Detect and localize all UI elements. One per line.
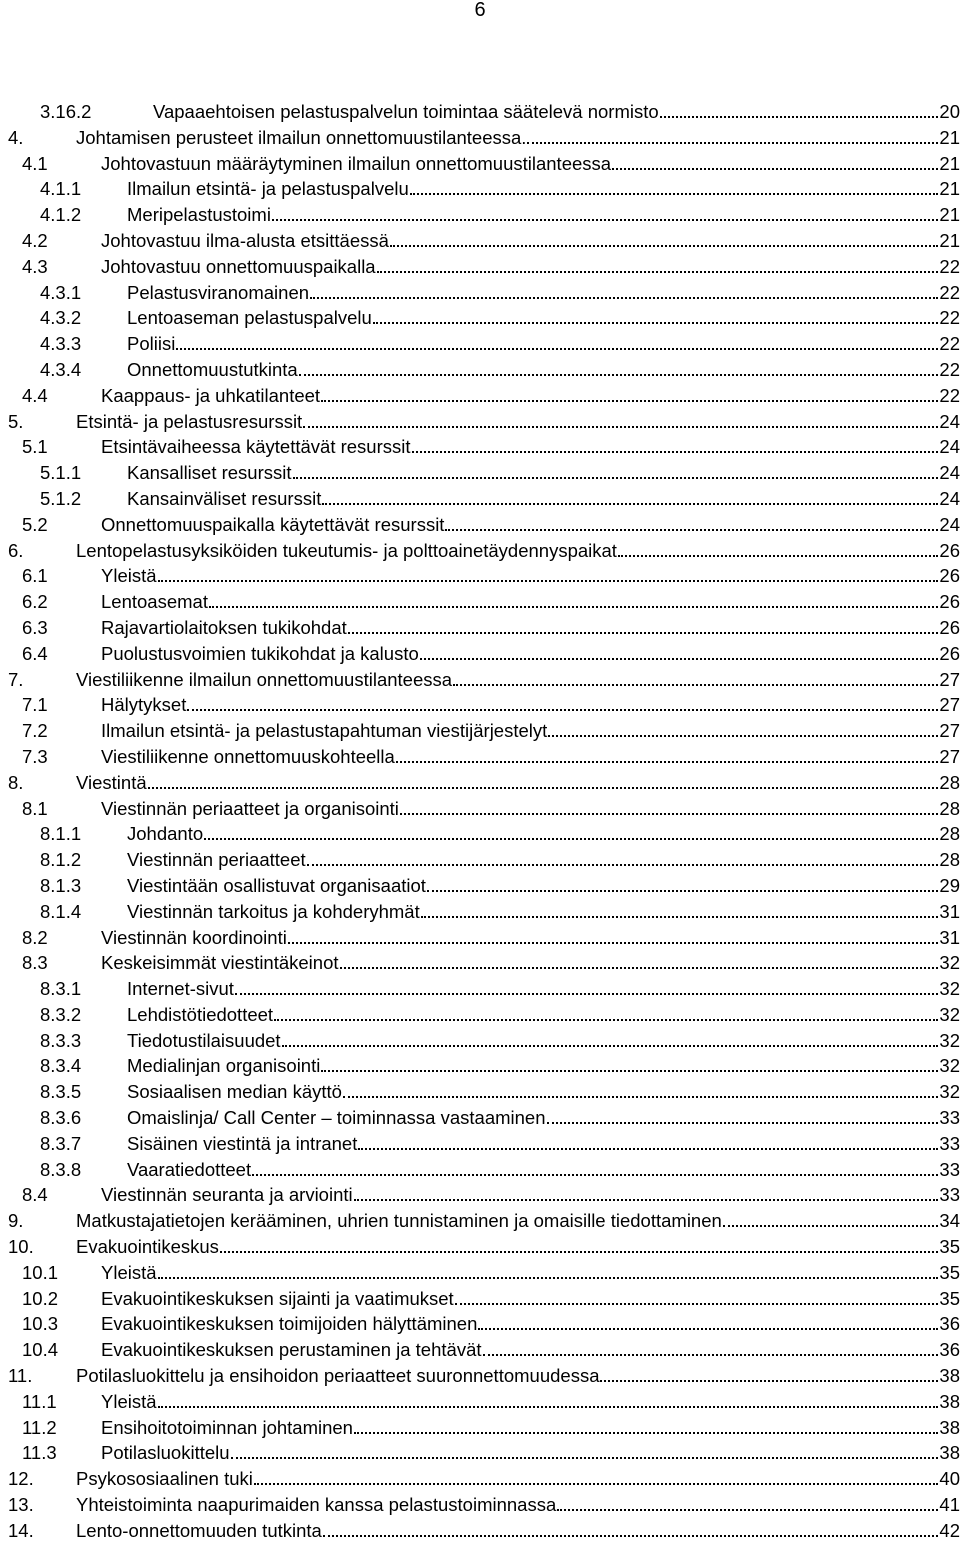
- toc-entry[interactable]: [0, 718, 960, 744]
- toc-entry[interactable]: [0, 1157, 960, 1183]
- toc-entry[interactable]: [0, 434, 960, 460]
- toc-entry-page: 31: [939, 900, 960, 922]
- toc-entry-page: 27: [939, 720, 960, 742]
- toc-entry-page: 28: [939, 771, 960, 793]
- toc-entry-title: Keskeisimmät viestintäkeinot: [101, 952, 339, 974]
- toc-entry[interactable]: [0, 744, 960, 770]
- toc-entry-page: 35: [939, 1287, 960, 1309]
- toc-entry-title: Rajavartiolaitoksen tukikohdat: [101, 616, 347, 638]
- toc-entry-title: Evakuointikeskuksen perustaminen ja tehtävät: [101, 1339, 482, 1361]
- toc-dot-leader: [354, 1182, 939, 1201]
- toc-dot-leader: [445, 512, 938, 531]
- toc-entry-title: Johtovastuu ilma-alusta etsittäessä: [101, 229, 389, 251]
- toc-entry-title: Yleistä: [101, 1390, 157, 1412]
- toc-dot-leader: [148, 770, 939, 789]
- toc-entry[interactable]: [0, 99, 960, 125]
- toc-entry-title: Omaislinja/ Call Center – toiminnassa vastaaminen: [127, 1107, 546, 1129]
- toc-entry[interactable]: [0, 589, 960, 615]
- toc-entry-number: 6.3: [22, 616, 48, 638]
- toc-entry-title: Ilmailun etsintä- ja pelastustapahtuman viestijärjestelyt: [101, 720, 548, 742]
- toc-dot-leader: [600, 1363, 938, 1382]
- toc-entry-number: 8.1.3: [40, 874, 82, 896]
- toc-entry[interactable]: [0, 1131, 960, 1157]
- toc-entry-page: 24: [939, 462, 960, 484]
- toc-entry-page: 33: [939, 1184, 960, 1206]
- toc-entry-title: Johtamisen perusteet ilmailun onnettomuustilanteessa.: [76, 126, 527, 148]
- toc-dot-leader: [321, 1053, 938, 1072]
- toc-entry-title: Kansainväliset resurssit: [127, 487, 322, 509]
- toc-entry-title: Viestinnän koordinointi: [101, 926, 287, 948]
- toc-entry-title: Kaappaus- ja uhkatilanteet: [101, 384, 321, 406]
- toc-entry-number: 4.3.4: [40, 358, 82, 380]
- toc-entry-title: Viestintä: [76, 771, 147, 793]
- toc-dot-leader: [288, 925, 939, 944]
- toc-entry[interactable]: [0, 280, 960, 306]
- toc-entry[interactable]: [0, 641, 960, 667]
- toc-dot-leader: [158, 1260, 939, 1279]
- toc-entry-page: 32: [939, 978, 960, 1000]
- toc-entry[interactable]: [0, 486, 960, 512]
- toc-entry[interactable]: [0, 1466, 960, 1492]
- toc-entry-title: Sosiaalisen median käyttö: [127, 1081, 342, 1103]
- toc-entry-number: 4.3.1: [40, 281, 82, 303]
- toc-dot-leader: [348, 615, 939, 634]
- toc-dot-leader: [548, 718, 938, 737]
- toc-entry-title: Ilmailun etsintä- ja pelastuspalvelu: [127, 178, 409, 200]
- toc-dot-leader: [187, 692, 938, 711]
- toc-entry[interactable]: [0, 254, 960, 280]
- toc-entry-page: 26: [939, 642, 960, 664]
- toc-entry-title: Viestinnän periaatteet: [127, 849, 306, 871]
- toc-entry[interactable]: [0, 1053, 960, 1079]
- toc-dot-leader: [322, 486, 938, 505]
- toc-entry-page: 22: [939, 358, 960, 380]
- toc-entry[interactable]: [0, 1492, 960, 1518]
- toc-entry[interactable]: [0, 667, 960, 693]
- toc-entry-page: 38: [939, 1365, 960, 1387]
- toc-dot-leader: [358, 1131, 938, 1150]
- toc-entry-number: 4.3: [22, 255, 48, 277]
- toc-entry-page: 22: [939, 281, 960, 303]
- toc-entry-number: 11.3: [22, 1442, 57, 1464]
- toc-entry[interactable]: [0, 1311, 960, 1337]
- toc-entry[interactable]: [0, 1415, 960, 1441]
- table-of-contents: [0, 99, 960, 1544]
- toc-entry-title: Psykososiaalinen tuki: [76, 1468, 253, 1490]
- toc-entry-page: 22: [939, 333, 960, 355]
- toc-entry-page: 26: [939, 591, 960, 613]
- toc-entry-title: Potilasluokittelu: [101, 1442, 230, 1464]
- toc-entry-page: 38: [939, 1442, 960, 1464]
- toc-dot-leader: [455, 1286, 939, 1305]
- toc-entry-page: 32: [939, 1055, 960, 1077]
- toc-dot-leader: [282, 1028, 939, 1047]
- toc-entry-number: 8.3.5: [40, 1081, 82, 1103]
- toc-entry[interactable]: [0, 692, 960, 718]
- toc-entry-number: 11.1: [22, 1390, 57, 1412]
- toc-entry-page: 28: [939, 823, 960, 845]
- toc-dot-leader: [618, 538, 938, 557]
- toc-entry-number: 4.2: [22, 229, 48, 251]
- toc-entry-page: 24: [939, 513, 960, 535]
- toc-entry-number: 8.3.2: [40, 1003, 82, 1025]
- toc-entry-number: 8.3.4: [40, 1055, 82, 1077]
- toc-entry[interactable]: [0, 1182, 960, 1208]
- toc-entry[interactable]: [0, 512, 960, 538]
- toc-entry-number: 3.16.2: [40, 101, 92, 122]
- toc-entry-page: 31: [939, 926, 960, 948]
- toc-entry-page: 28: [939, 797, 960, 819]
- toc-entry-page: 22: [939, 255, 960, 277]
- toc-dot-leader: [483, 1337, 939, 1356]
- toc-entry[interactable]: [0, 1234, 960, 1260]
- toc-dot-leader: [158, 563, 939, 582]
- toc-entry[interactable]: [0, 357, 960, 383]
- toc-dot-leader: [299, 357, 939, 376]
- toc-dot-leader: [453, 667, 938, 686]
- toc-entry-page: 34: [939, 1210, 960, 1232]
- toc-entry[interactable]: [0, 331, 960, 357]
- toc-entry-page: 24: [939, 410, 960, 432]
- toc-dot-leader: [396, 744, 939, 763]
- toc-entry-title: Johtovastuun määräytyminen ilmailun onnettomuustilanteessa: [101, 152, 612, 174]
- toc-dot-leader: [410, 176, 939, 195]
- toc-entry-number: 10.1: [22, 1261, 59, 1283]
- toc-entry-page: 32: [939, 1029, 960, 1051]
- toc-entry[interactable]: [0, 821, 960, 847]
- toc-entry-title: Kansalliset resurssit: [127, 462, 292, 484]
- toc-dot-leader: [390, 228, 938, 247]
- toc-entry-title: Lento-onnettomuuden tutkinta: [76, 1519, 322, 1541]
- toc-entry-page: 28: [939, 849, 960, 871]
- toc-entry-number: 10.4: [22, 1339, 59, 1361]
- toc-dot-leader: [373, 305, 939, 324]
- toc-entry-page: 22: [939, 307, 960, 329]
- toc-entry-page: 42: [939, 1519, 960, 1541]
- toc-entry-number: 8.1.1: [40, 823, 82, 845]
- toc-entry-number: 8.3.1: [40, 978, 82, 1000]
- toc-entry-page: 22: [939, 384, 960, 406]
- toc-entry-title: Viestiliikenne ilmailun onnettomuustilanteessa: [76, 668, 453, 690]
- toc-entry[interactable]: [0, 873, 960, 899]
- toc-dot-leader: [303, 409, 938, 428]
- toc-entry-number: 8.3.6: [40, 1107, 82, 1129]
- toc-entry[interactable]: [0, 1260, 960, 1286]
- toc-dot-leader: [354, 1415, 938, 1434]
- toc-entry[interactable]: [0, 796, 960, 822]
- toc-dot-leader: [377, 254, 939, 273]
- toc-entry-number: 11.2: [22, 1416, 57, 1438]
- toc-entry-title: Lentopelastusyksiköiden tukeutumis- ja polttoainetäydennyspaikat: [76, 539, 617, 561]
- toc-entry-title: Viestinnän seuranta ja arviointi: [101, 1184, 353, 1206]
- toc-entry-page: 33: [939, 1107, 960, 1129]
- page-number: 6: [474, 0, 486, 21]
- toc-dot-leader: [252, 1157, 938, 1176]
- toc-entry-number: 6.4: [22, 642, 48, 664]
- toc-entry[interactable]: [0, 460, 960, 486]
- toc-entry-number: 11.: [8, 1365, 33, 1387]
- toc-entry[interactable]: [0, 1028, 960, 1054]
- toc-entry-number: 4.3.3: [40, 333, 82, 355]
- toc-entry[interactable]: [0, 976, 960, 1002]
- toc-dot-leader: [421, 899, 939, 918]
- toc-entry-number: 7.3: [22, 745, 48, 767]
- toc-entry[interactable]: [0, 770, 960, 796]
- toc-entry[interactable]: [0, 925, 960, 951]
- toc-entry-page: 38: [939, 1416, 960, 1438]
- toc-entry-title: Yleistä: [101, 565, 157, 587]
- toc-entry-title: Onnettomuustutkinta: [127, 358, 298, 380]
- toc-entry-title: Viestiliikenne onnettomuuskohteella: [101, 745, 395, 767]
- toc-entry-title: Potilasluokittelu ja ensihoidon periaatteet suuronnettomuudessa: [76, 1365, 600, 1387]
- toc-entry-number: 8.3: [22, 952, 48, 974]
- toc-dot-leader: [557, 1492, 938, 1511]
- toc-entry-title: Evakuointikeskuksen sijainti ja vaatimukset: [101, 1287, 454, 1309]
- toc-entry[interactable]: [0, 899, 960, 925]
- toc-entry-number: 5.2: [22, 513, 48, 535]
- toc-entry[interactable]: [0, 538, 960, 564]
- toc-dot-leader: [321, 383, 938, 402]
- toc-entry[interactable]: [0, 1105, 960, 1131]
- toc-entry-title: Lentoasemat: [101, 591, 208, 613]
- toc-entry-number: 6.1: [22, 565, 48, 587]
- toc-entry-page: 32: [939, 952, 960, 974]
- toc-entry-page: 36: [939, 1339, 960, 1361]
- toc-entry-title: Evakuointikeskuksen toimijoiden hälyttäminen: [101, 1313, 478, 1335]
- toc-entry-number: 4.: [8, 126, 24, 148]
- toc-entry-page: 32: [939, 1081, 960, 1103]
- toc-entry-page: 36: [939, 1313, 960, 1335]
- toc-entry-title: Poliisi: [127, 333, 176, 355]
- toc-entry-page: 41: [939, 1494, 960, 1516]
- toc-dot-leader: [235, 976, 938, 995]
- toc-entry-title: Tiedotustilaisuudet: [127, 1029, 281, 1051]
- toc-entry-number: 4.1.2: [40, 204, 82, 226]
- toc-dot-leader: [547, 1105, 939, 1124]
- toc-entry-page: 20: [939, 101, 960, 122]
- toc-entry[interactable]: [0, 1208, 960, 1234]
- toc-entry[interactable]: [0, 1518, 960, 1544]
- toc-entry-page: 24: [939, 487, 960, 509]
- toc-entry-title: Etsintä- ja pelastusresurssit: [76, 410, 303, 432]
- toc-entry-title: Internet-sivut: [127, 978, 234, 1000]
- toc-entry-page: 26: [939, 539, 960, 561]
- toc-entry-number: 5.1.2: [40, 487, 82, 509]
- toc-entry-title: Puolustusvoimien tukikohdat ja kalusto: [101, 642, 419, 664]
- toc-dot-leader: [412, 434, 939, 453]
- toc-entry-page: 26: [939, 565, 960, 587]
- toc-entry-title: Johdanto: [127, 823, 204, 845]
- toc-entry[interactable]: [0, 1286, 960, 1312]
- toc-entry[interactable]: [0, 1363, 960, 1389]
- toc-entry[interactable]: [0, 383, 960, 409]
- toc-entry-number: 9.: [8, 1210, 24, 1232]
- toc-entry-number: 10.3: [22, 1313, 59, 1335]
- toc-entry-page: 35: [939, 1261, 960, 1283]
- toc-entry-page: 27: [939, 745, 960, 767]
- toc-entry-page: 38: [939, 1390, 960, 1412]
- toc-dot-leader: [254, 1466, 939, 1485]
- toc-entry-page: 21: [939, 204, 960, 226]
- toc-entry-number: 8.: [8, 771, 24, 793]
- toc-entry-number: 8.1.2: [40, 849, 82, 871]
- toc-entry-number: 6.: [8, 539, 24, 561]
- toc-entry-title: Johtovastuu onnettomuuspaikalla: [101, 255, 376, 277]
- toc-entry-number: 4.3.2: [40, 307, 82, 329]
- toc-entry-number: 8.4: [22, 1184, 48, 1206]
- toc-entry-page: 33: [939, 1158, 960, 1180]
- toc-entry-page: 27: [939, 668, 960, 690]
- toc-entry[interactable]: [0, 176, 960, 202]
- toc-entry-title: Vaaratiedotteet: [127, 1158, 252, 1180]
- toc-entry-number: 6.2: [22, 591, 48, 613]
- toc-entry-number: 8.2: [22, 926, 48, 948]
- toc-entry-page: 32: [939, 1003, 960, 1025]
- toc-entry-number: 4.1.1: [40, 178, 82, 200]
- toc-entry[interactable]: [0, 1002, 960, 1028]
- toc-dot-leader: [220, 1234, 938, 1253]
- toc-entry-page: 21: [939, 152, 960, 174]
- toc-entry-number: 7.1: [22, 694, 48, 716]
- toc-entry[interactable]: [0, 615, 960, 641]
- toc-entry-page: 26: [939, 616, 960, 638]
- toc-entry-number: 8.3.8: [40, 1158, 82, 1180]
- toc-entry-number: 12.: [8, 1468, 34, 1490]
- toc-entry-page: 24: [939, 436, 960, 458]
- toc-entry-title: Yhteistoiminta naapurimaiden kanssa pelastustoiminnassa: [76, 1494, 557, 1516]
- toc-entry[interactable]: [0, 950, 960, 976]
- toc-entry-title: Medialinjan organisointi: [127, 1055, 321, 1077]
- toc-dot-leader: [231, 1440, 939, 1459]
- toc-entry-number: 8.3.3: [40, 1029, 82, 1051]
- toc-dot-leader: [209, 589, 938, 608]
- toc-dot-leader: [272, 202, 938, 221]
- toc-entry-number: 14.: [8, 1519, 34, 1541]
- toc-dot-leader: [527, 125, 938, 144]
- toc-dot-leader: [158, 1389, 939, 1408]
- toc-dot-leader: [307, 847, 939, 866]
- toc-entry-title: Matkustajatietojen kerääminen, uhrien tunnistaminen ja omaisille tiedottaminen: [76, 1210, 722, 1232]
- toc-entry-title: Etsintävaiheessa käytettävät resurssit: [101, 436, 411, 458]
- toc-entry-number: 7.2: [22, 720, 48, 742]
- toc-entry-page: 35: [939, 1236, 960, 1258]
- toc-entry-number: 8.1: [22, 797, 48, 819]
- toc-dot-leader: [274, 1002, 938, 1021]
- toc-entry[interactable]: [0, 202, 960, 228]
- toc-entry-number: 7.: [8, 668, 24, 690]
- toc-entry[interactable]: [0, 563, 960, 589]
- toc-dot-leader: [420, 641, 939, 660]
- toc-entry-title: Viestintään osallistuvat organisaatiot: [127, 874, 426, 896]
- toc-dot-leader: [310, 280, 938, 299]
- toc-entry[interactable]: [0, 1079, 960, 1105]
- toc-entry-page: 21: [939, 126, 960, 148]
- toc-dot-leader: [343, 1079, 938, 1098]
- toc-entry-page: 40: [939, 1468, 960, 1490]
- toc-entry[interactable]: [0, 125, 960, 151]
- toc-entry-number: 4.1: [22, 152, 48, 174]
- toc-entry[interactable]: [0, 1440, 960, 1466]
- toc-dot-leader: [293, 460, 939, 479]
- toc-entry-number: 5.: [8, 410, 24, 432]
- toc-entry-number: 10.2: [22, 1287, 59, 1309]
- toc-dot-leader: [340, 950, 939, 969]
- toc-entry[interactable]: [0, 847, 960, 873]
- toc-entry-page: 21: [939, 229, 960, 251]
- toc-entry-title: Viestinnän periaatteet ja organisointi: [101, 797, 399, 819]
- toc-entry[interactable]: [0, 1389, 960, 1415]
- toc-entry-page: 29: [939, 874, 960, 896]
- toc-entry-title: Viestinnän tarkoitus ja kohderyhmät: [127, 900, 420, 922]
- toc-dot-leader: [723, 1208, 939, 1227]
- toc-entry-title: Lehdistötiedotteet: [127, 1003, 274, 1025]
- toc-entry-title: Pelastusviranomainen: [127, 281, 310, 303]
- toc-entry-number: 4.4: [22, 384, 48, 406]
- toc-entry-page: 21: [939, 178, 960, 200]
- toc-entry-number: 13.: [8, 1494, 34, 1516]
- toc-dot-leader: [204, 821, 938, 840]
- toc-entry-title: Lentoaseman pelastuspalvelu: [127, 307, 372, 329]
- toc-dot-leader: [323, 1518, 939, 1537]
- toc-entry-title: Onnettomuuspaikalla käytettävät resurssit: [101, 513, 445, 535]
- toc-entry-title: Vapaaehtoisen pelastuspalvelun toimintaa säätelevä normisto: [153, 101, 659, 122]
- toc-entry[interactable]: [0, 305, 960, 331]
- toc-entry-number: 5.1.1: [40, 462, 82, 484]
- toc-entry-title: Yleistä: [101, 1261, 157, 1283]
- toc-entry[interactable]: [0, 1337, 960, 1363]
- toc-entry-number: 5.1: [22, 436, 48, 458]
- toc-dot-leader: [612, 151, 938, 170]
- toc-dot-leader: [478, 1311, 938, 1330]
- toc-entry-number: 8.3.7: [40, 1132, 82, 1154]
- toc-dot-leader: [400, 796, 939, 815]
- toc-entry-title: Evakuointikeskus: [76, 1236, 219, 1258]
- toc-entry[interactable]: [0, 228, 960, 254]
- toc-entry-number: 10.: [8, 1236, 34, 1258]
- toc-entry[interactable]: [0, 151, 960, 177]
- toc-entry-page: 27: [939, 694, 960, 716]
- toc-entry[interactable]: [0, 409, 960, 435]
- toc-dot-leader: [660, 99, 939, 118]
- toc-entry-title: Hälytykset: [101, 694, 187, 716]
- toc-dot-leader: [427, 873, 938, 892]
- toc-entry-number: 8.1.4: [40, 900, 82, 922]
- toc-entry-page: 33: [939, 1132, 960, 1154]
- toc-entry-title: Meripelastustoimi: [127, 204, 271, 226]
- toc-entry-title: Ensihoitotoiminnan johtaminen: [101, 1416, 353, 1438]
- toc-entry-title: Sisäinen viestintä ja intranet: [127, 1132, 358, 1154]
- toc-dot-leader: [176, 331, 938, 350]
